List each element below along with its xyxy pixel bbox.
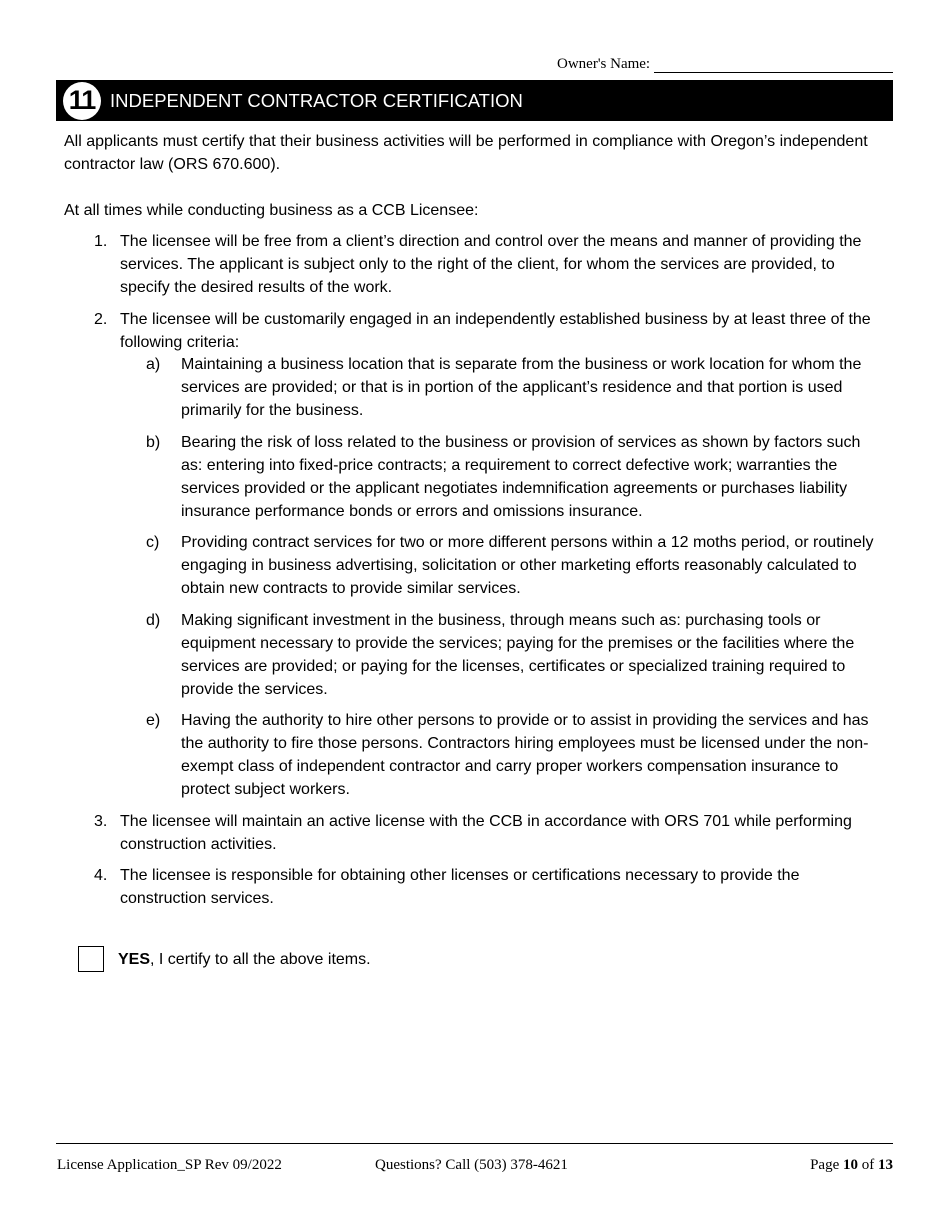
owner-name-label: Owner's Name: (557, 56, 651, 72)
footer-page-number (810, 1157, 893, 1174)
item-number: 1. (94, 233, 108, 250)
criteria-letter: e) (146, 712, 161, 729)
criteria-item-a (64, 353, 884, 422)
criteria-text: Maintaining a business location that is separate from the business or work location for whom the services are provided; or that is in portion of the applicant’s residence and that portion is used primarily for the business. (181, 356, 862, 419)
list-item-2 (64, 308, 884, 354)
item-text: The licensee will be free from a client’s direction and control over the means and manner of providing the services. The applicant is subject only to the right of the client, for whom the services are provided, to specify the desired results of the work. (120, 233, 862, 296)
lead-paragraph: At all times while conducting business as a CCB Licensee: (64, 202, 479, 219)
item-text: The licensee is responsible for obtaining other licenses or certifications necessary to provide the construction services. (120, 867, 800, 907)
certify-text: , I certify to all the above items. (150, 951, 371, 968)
criteria-letter: c) (146, 534, 160, 551)
criteria-item-d (64, 609, 884, 701)
section-header (56, 80, 893, 121)
page-of: of (861, 1157, 875, 1173)
item-text: The licensee will maintain an active license with the CCB in accordance with ORS 701 while performing construction activities. (120, 813, 852, 853)
section-number-badge: 11 (63, 82, 101, 120)
item-text: The licensee will be customarily engaged in an independently established business by at least three of the following criteria: (120, 311, 871, 351)
criteria-text: Providing contract services for two or more different persons within a 12 moths period, or routinely engaging in business advertising, solicitation or other marketing efforts reasonably calculated to obtain new contracts to provide similar services. (181, 534, 874, 597)
certify-checkbox[interactable] (78, 946, 104, 972)
footer-divider (56, 1143, 893, 1144)
list-item-3 (64, 810, 884, 856)
owner-name-field (557, 56, 893, 73)
criteria-item-c (64, 531, 884, 600)
item-number: 3. (94, 813, 108, 830)
list-item-1 (64, 230, 884, 299)
criteria-item-b (64, 431, 884, 523)
criteria-text: Making significant investment in the business, through means such as: purchasing tools or equipment necessary to provide the services; paying for the premises or the facilities where the services are provided; or paying for the licenses, certificates or specialized training required to provide the services. (181, 612, 855, 698)
list-item-4 (64, 864, 884, 910)
section-title: INDEPENDENT CONTRACTOR CERTIFICATION (110, 89, 523, 111)
page-word: Page (810, 1157, 840, 1173)
page-total: 13 (878, 1157, 893, 1173)
criteria-item-e (64, 709, 884, 801)
footer-form-id: License Application_SP Rev 09/2022 (57, 1157, 282, 1173)
item-number: 4. (94, 867, 108, 884)
criteria-text: Having the authority to hire other persons to provide or to assist in providing the services and has the authority to fire those persons. Contractors hiring employees must be licensed under the non-exempt class of independent contractor and carry proper workers compensation insurance to protect subject workers. (181, 712, 869, 798)
page-current: 10 (843, 1157, 858, 1173)
owner-name-line[interactable] (654, 57, 893, 73)
certify-yes: YES (118, 951, 151, 968)
criteria-letter: d) (146, 612, 161, 629)
criteria-letter: b) (146, 434, 161, 451)
criteria-letter: a) (146, 356, 161, 373)
footer-questions: Questions? Call (503) 378-4621 (375, 1157, 568, 1173)
criteria-text: Bearing the risk of loss related to the business or provision of services as shown by factors such as: entering into fixed-price contracts; a requirement to correct defective work; warranties the services provided or the applicant negotiates indemnification agreements or purchases liability insurance performance bonds or errors and omissions insurance. (181, 434, 861, 520)
item-number: 2. (94, 311, 108, 328)
intro-paragraph: All applicants must certify that their business activities will be performed in compliance with Oregon’s independent contractor law (ORS 670.600). (64, 133, 868, 173)
certify-label (118, 951, 371, 969)
